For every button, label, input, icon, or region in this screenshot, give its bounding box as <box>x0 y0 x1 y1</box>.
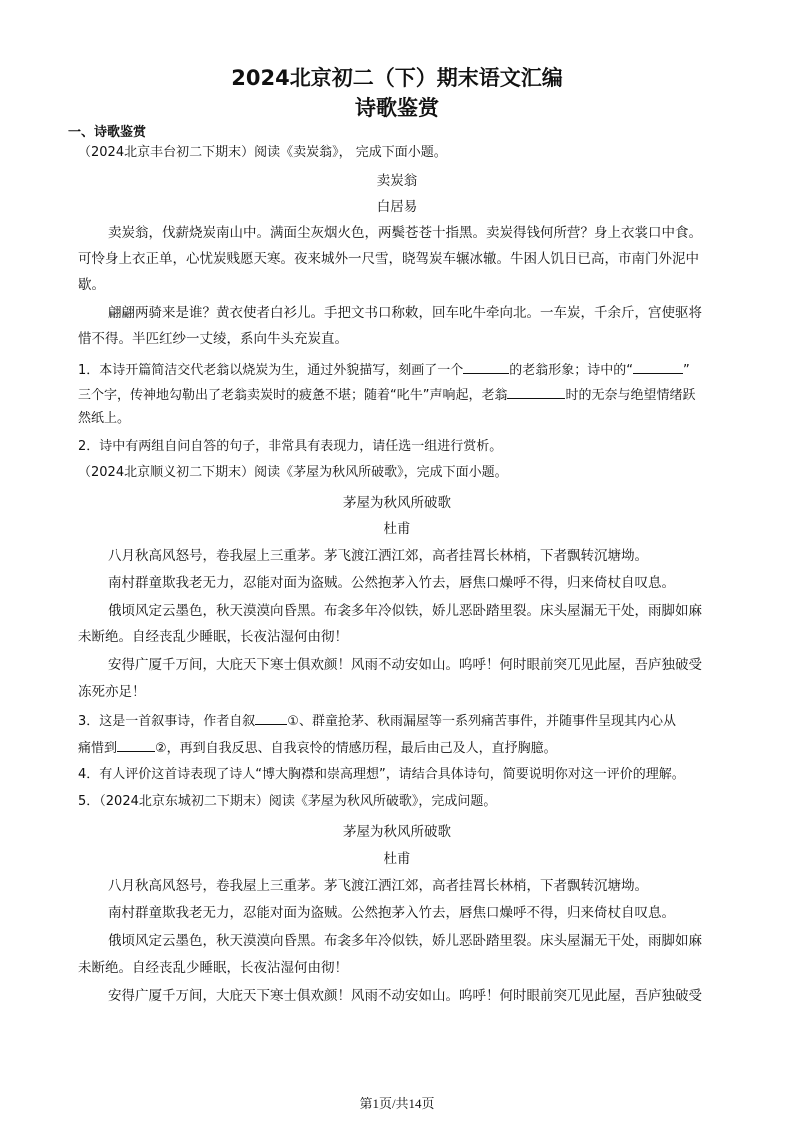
part3-poem-line: 安得广厦千万间，大庇天下寒士俱欢颜！风雨不动安如山。呜呼！何时眼前突兀见此屋，吾庐独破受 <box>108 988 702 1004</box>
part3-poem-line: 俄顷风定云墨色，秋天漠漠向昏黑。布衾多年冷似铁，娇儿恶卧踏里裂。床头屋漏无干处，雨脚如麻 <box>108 933 702 949</box>
part1-intro: （2024北京丰台初二下期末）阅读《卖炭翁》， 完成下面小题。 <box>78 145 447 160</box>
part3-poem-title: 茅屋为秋风所破歌 <box>343 824 451 840</box>
question-4: 4．有人评价这首诗表现了诗人“博大胸襟和崇高理想”，请结合具体诗句，简要说明你对这一评价的理解。 <box>78 767 685 782</box>
part3-poem-line: 八月秋高风怒号，卷我屋上三重茅。茅飞渡江洒江郊，高者挂罥长林梢，下者飘转沉塘坳。 <box>108 878 648 894</box>
answer-blank[interactable] <box>507 385 565 399</box>
part2-poem-line: 冻死亦足！ <box>78 684 146 700</box>
question-3-text: ，再到自我反思、自我哀怜的情感历程，最后由己及人，直抒胸臆。 <box>166 741 557 756</box>
part1-poem-line: 惜不得。半匹红纱一丈绫，系向牛头充炭直。 <box>78 331 348 347</box>
question-2: 2．诗中有两组自问自答的句子，非常具有表现力，请任选一组进行赏析。 <box>78 439 503 454</box>
answer-blank[interactable] <box>633 360 683 374</box>
question-1-text: ” <box>683 363 690 378</box>
answer-blank[interactable] <box>117 738 155 752</box>
part1-poem-line: 卖炭翁，伐薪烧炭南山中。满面尘灰烟火色，两鬓苍苍十指黑。卖炭得钱何所营？身上衣裳口中食。 <box>108 225 702 241</box>
answer-marker: ② <box>155 741 167 756</box>
question-3 <box>78 711 676 731</box>
part2-poem-line: 安得广厦千万间，大庇天下寒士俱欢颜！风雨不动安如山。呜呼！何时眼前突兀见此屋，吾庐独破受 <box>108 657 702 673</box>
part1-poem-title: 卖炭翁 <box>376 173 418 189</box>
question-1 <box>78 360 690 380</box>
answer-marker: ① <box>287 714 299 729</box>
question-3-cont <box>78 738 557 758</box>
part2-poem-author: 杜甫 <box>383 521 411 537</box>
question-3-text: 痛惜到 <box>78 741 118 756</box>
answer-blank[interactable] <box>255 711 287 725</box>
answer-blank[interactable] <box>463 360 509 374</box>
part2-poem-line: 南村群童欺我老无力，忍能对面为盗贼。公然抱茅入竹去，唇焦口燥呼不得，归来倚杖自叹息。 <box>108 575 675 591</box>
part2-intro: （2024北京顺义初二下期末）阅读《茅屋为秋风所破歌》，完成下面小题。 <box>78 465 508 480</box>
document-subtitle: 诗歌鉴赏 <box>355 96 439 120</box>
question-3-text: 、群童抢茅、秋雨漏屋等一系列痛苦事件，并随事件呈现其内心从 <box>298 714 676 729</box>
question-1-text: 1．本诗开篇简洁交代老翁以烧炭为生，通过外貌描写，刻画了一个 <box>78 363 464 378</box>
section-heading: 一、诗歌鉴赏 <box>68 125 147 140</box>
question-3-text: 3．这是一首叙事诗，作者自叙 <box>78 714 256 729</box>
part3-poem-line: 南村群童欺我老无力，忍能对面为盗贼。公然抱茅入竹去，唇焦口燥呼不得，归来倚杖自叹息。 <box>108 905 675 921</box>
page-number: 第1页/共14页 <box>359 1096 435 1111</box>
part1-poem-line: 可怜身上衣正单，心忧炭贱愿天寒。夜来城外一尺雪，晓驾炭车辗冰辙。牛困人饥日已高，市南门外泥中 <box>78 251 699 267</box>
question-1-end: 然纸上。 <box>78 411 131 426</box>
part2-poem-line: 未断绝。自经丧乱少睡眠，长夜沾湿何由彻！ <box>78 629 348 645</box>
question-1-text: 三个字，传神地勾勒出了老翁卖炭时的疲惫不堪；随着“叱牛”声响起，老翁 <box>78 388 508 403</box>
part2-poem-line: 八月秋高风怒号，卷我屋上三重茅。茅飞渡江洒江郊，高者挂罥长林梢，下者飘转沉塘坳。 <box>108 548 648 564</box>
document-title: 2024北京初二（下）期末语文汇编 <box>231 66 563 90</box>
question-5-intro: 5．（2024北京东城初二下期末）阅读《茅屋为秋风所破歌》，完成问题。 <box>78 794 497 809</box>
question-1-text: 时的无奈与绝望情绪跃 <box>565 388 696 403</box>
part1-poem-line: 歇。 <box>78 277 105 293</box>
part2-poem-title: 茅屋为秋风所破歌 <box>343 495 451 511</box>
question-1-text: 的老翁形象；诗中的“ <box>509 363 634 378</box>
part1-poem-line: 翩翩两骑来是谁？黄衣使者白衫儿。手把文书口称敕，回车叱牛牵向北。一车炭，千余斤，宫使驱将 <box>108 305 702 321</box>
part3-poem-line: 未断绝。自经丧乱少睡眠，长夜沾湿何由彻！ <box>78 960 348 976</box>
part3-poem-author: 杜甫 <box>383 851 411 867</box>
part2-poem-line: 俄顷风定云墨色，秋天漠漠向昏黑。布衾多年冷似铁，娇儿恶卧踏里裂。床头屋漏无干处，雨脚如麻 <box>108 603 702 619</box>
question-1-cont <box>78 385 696 405</box>
part1-poem-author: 白居易 <box>376 199 418 215</box>
